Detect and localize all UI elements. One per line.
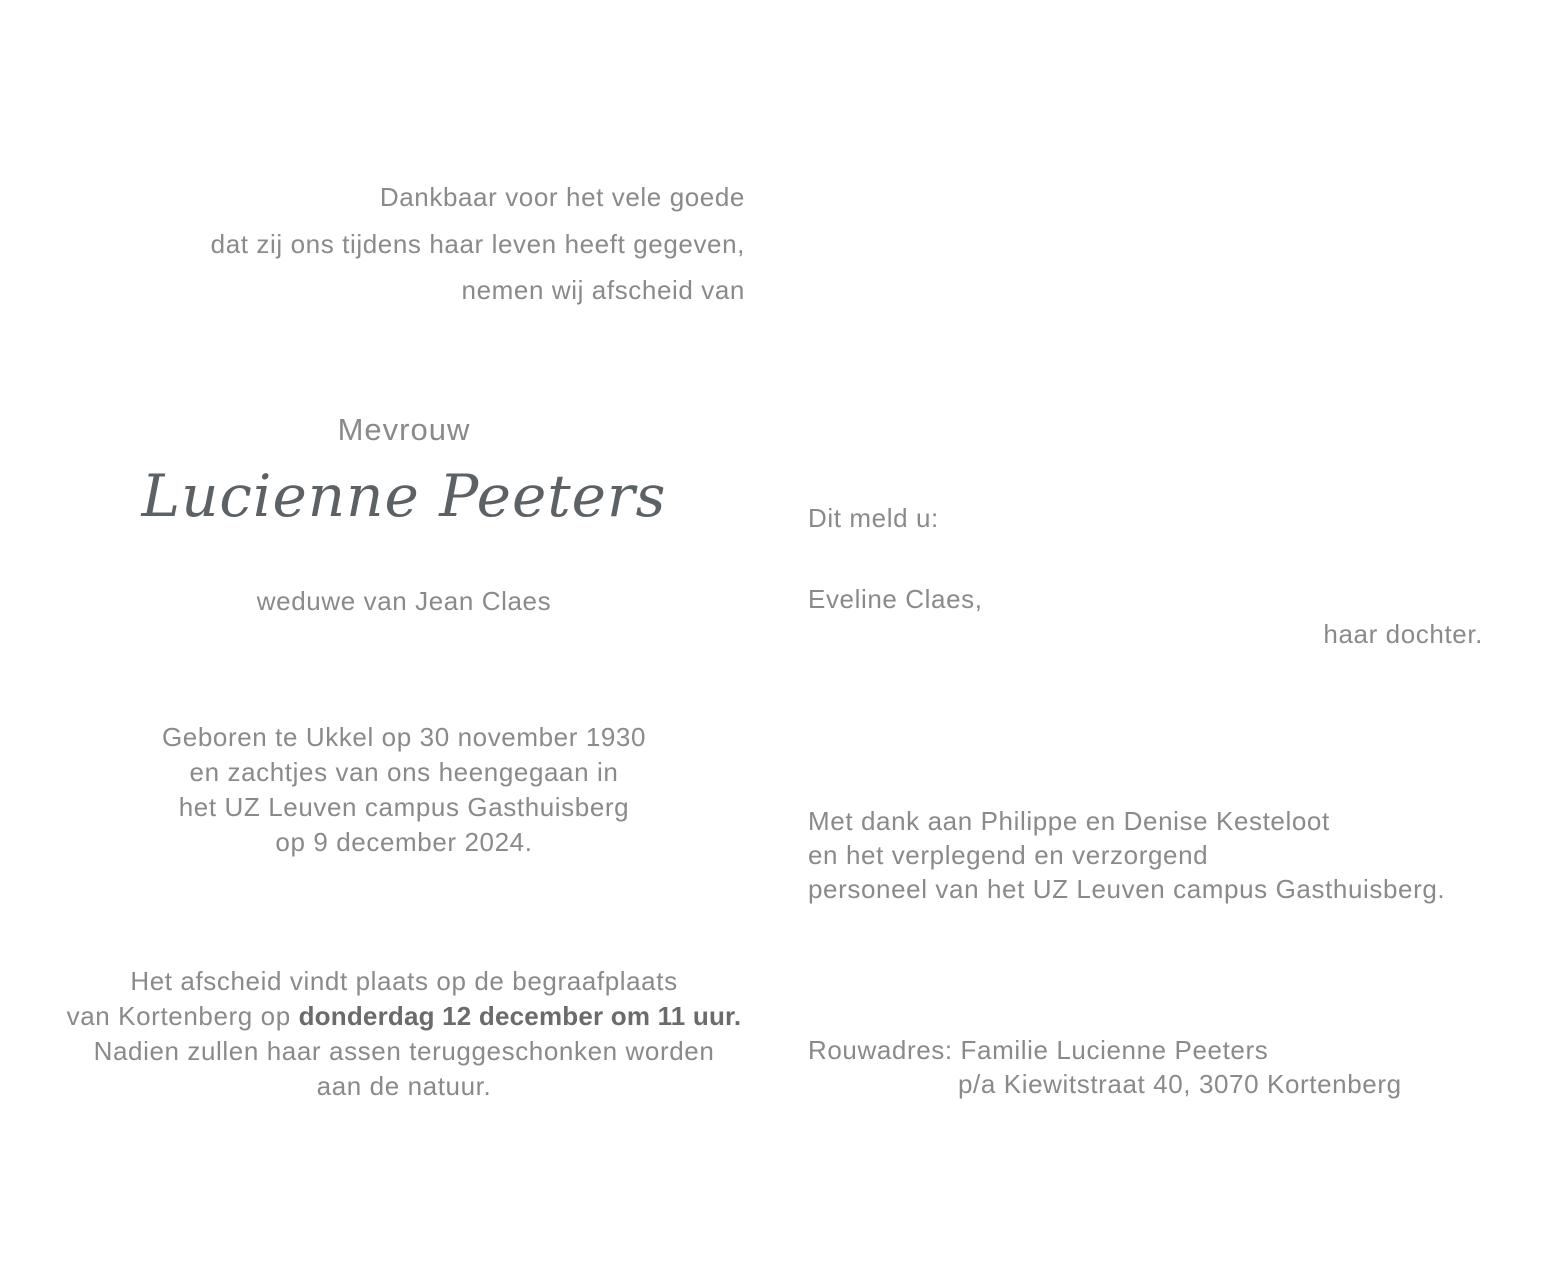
deceased-name: Lucienne Peeters — [141, 462, 667, 530]
farewell-line-3: Nadien zullen haar assen teruggeschonken worden — [93, 1036, 715, 1066]
farewell-line-2 — [54, 999, 754, 1034]
intro-line-1: Dankbaar voor het vele goede — [379, 182, 745, 212]
life-dates-line-1: Geboren te Ukkel op 30 november 1930 — [161, 722, 647, 752]
life-dates-line-4: op 9 december 2024. — [275, 827, 533, 857]
announcer-name: Eveline Claes, — [808, 584, 983, 614]
farewell-line-4: aan de natuur. — [316, 1071, 492, 1101]
intro-line-2: dat zij ons tijdens haar leven heeft gegeven, — [210, 228, 745, 259]
life-dates-paragraph — [104, 720, 704, 860]
announcement-label: Dit meld u: — [808, 503, 939, 533]
mourning-address — [808, 1033, 1508, 1101]
thanks-line-1: Met dank aan Philippe en Denise Kesteloot — [808, 806, 1330, 836]
widow-line: weduwe van Jean Claes — [256, 586, 552, 616]
life-dates-line-2: en zachtjes van ons heengegaan in — [189, 757, 619, 787]
farewell-line-2-normal: van Kortenberg op — [66, 1001, 299, 1031]
thanks-paragraph — [808, 804, 1508, 906]
intro-line-3: nemen wij afscheid van — [461, 275, 745, 305]
farewell-paragraph — [54, 964, 754, 1104]
announcer-relation: haar dochter. — [1323, 619, 1483, 649]
thanks-line-3: personeel van het UZ Leuven campus Gasthuisberg. — [808, 874, 1446, 904]
intro-paragraph — [160, 174, 745, 314]
farewell-line-1: Het afscheid vindt plaats op de begraafplaats — [130, 966, 678, 996]
mourning-address-line-1: Rouwadres: Familie Lucienne Peeters — [808, 1035, 1269, 1065]
salutation: Mevrouw — [337, 412, 471, 447]
life-dates-line-3: het UZ Leuven campus Gasthuisberg — [178, 792, 630, 822]
mourning-address-line-2: p/a Kiewitstraat 40, 3070 Kortenberg — [958, 1069, 1402, 1099]
thanks-line-2: en het verplegend en verzorgend — [808, 840, 1209, 870]
farewell-line-2-bold: donderdag 12 december om 11 uur. — [298, 1001, 742, 1031]
